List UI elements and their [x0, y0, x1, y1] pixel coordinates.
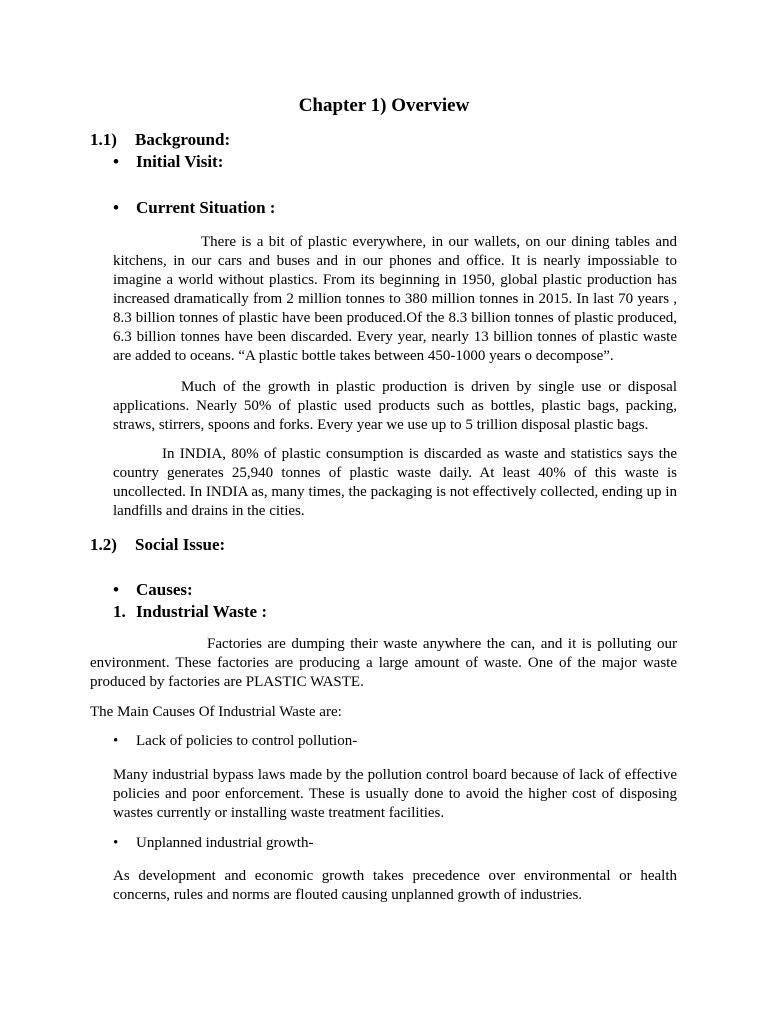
paragraph-growth-production: Much of the growth in plastic production is driven by single use or disposal applications. Nearly 50% of plastic used products such as bottles, plastic bags, packing, straws, stirrers, spoons and forks. Every year we use up to 5 trillion disposal plastic bags.: [113, 379, 677, 433]
paragraph-development-growth: As development and economic growth takes precedence over environmental or health concerns, rules and norms are flouted causing unplanned growth of industries.: [113, 868, 677, 903]
paragraph-bypass-laws: Many industrial bypass laws made by the pollution control board because of lack of effective policies and poor enforcement. These is usually done to avoid the higher cost of disposing wastes currently or installing waste treatment facilities.: [113, 767, 677, 821]
paragraph-india-consumption: In INDIA, 80% of plastic consumption is discarded as waste and statistics says the country generates 25,940 tonnes of plastic waste daily. At least 40% of this waste is uncollected. In INDIA as, many times, the packaging is not effectively collected, ending up in landfills and drains in the cities.: [113, 446, 677, 519]
section-heading-background: [90, 130, 230, 150]
bullet-label: Lack of policies to control pollution-: [136, 733, 358, 749]
bullet-label: Causes:: [136, 580, 193, 599]
bullet-icon: •: [113, 733, 119, 749]
bullet-label: Current Situation :: [136, 198, 276, 217]
bullet-current-situation: [113, 198, 275, 218]
bullet-icon: •: [113, 580, 119, 599]
numbered-industrial-waste: [113, 602, 267, 622]
section-title: Background:: [135, 130, 231, 149]
bullet-icon: •: [113, 152, 119, 171]
paragraph-factories-dumping: Factories are dumping their waste anywhere the can, and it is polluting our environment. These factories are producing a large amount of waste. One of the major waste produced by factories are PLASTIC WASTE.: [90, 636, 677, 690]
bullet-causes: [113, 580, 193, 600]
numbered-label: Industrial Waste :: [136, 602, 267, 621]
bullet-label: Unplanned industrial growth-: [136, 835, 314, 851]
paragraph-plastic-everywhere: There is a bit of plastic everywhere, in our wallets, on our dining tables and kitchens, in our cars and buses and in our phones and office. It is nearly impossiable to imagine a world without plastics. From its beginning in 1950, global plastic production has increased dramatically from 2 million tonnes to 380 million tonnes in 2015. In last 70 years , 8.3 billion tonnes of plastic have been produced.Of the 8.3 billion tonnes of plastic produced, 6.3 billion tonnes have been discarded. Every year, nearly 13 billion tonnes of plastic waste are added to oceans. “A plastic bottle takes between 450-1000 years o decompose”.: [113, 234, 677, 364]
section-number: 1.1): [90, 130, 117, 149]
bullet-icon: •: [113, 835, 119, 851]
bullet-initial-visit: [113, 152, 223, 172]
bullet-icon: •: [113, 198, 119, 217]
list-number: 1.: [113, 602, 126, 621]
section-number: 1.2): [90, 535, 117, 554]
bullet-label: Initial Visit:: [136, 152, 224, 171]
bullet-lack-of-policies: [113, 732, 357, 751]
chapter-title: Chapter 1) Overview: [298, 95, 470, 116]
section-title: Social Issue:: [135, 535, 226, 554]
bullet-unplanned-growth: [113, 834, 313, 853]
causes-heading: The Main Causes Of Industrial Waste are:: [90, 704, 342, 720]
section-heading-social-issue: [90, 535, 225, 555]
